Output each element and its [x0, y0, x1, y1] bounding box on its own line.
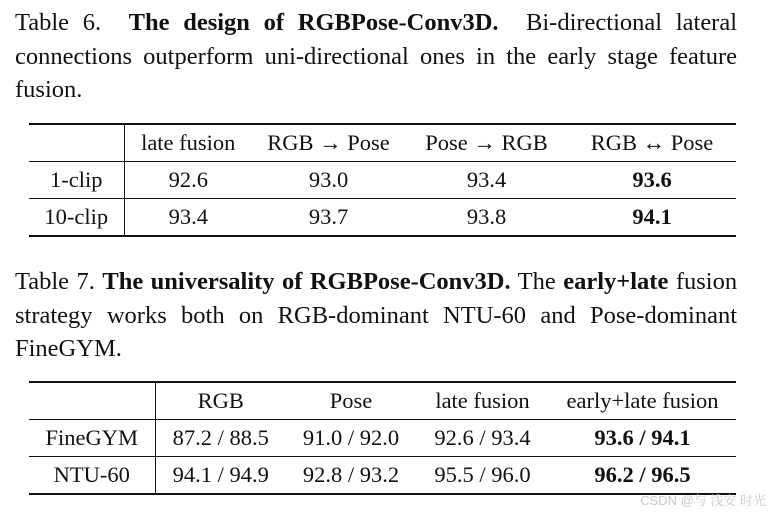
table-row: [29, 457, 736, 495]
table7-col-header: early+late fusion: [549, 382, 736, 420]
table-row: [29, 199, 736, 237]
table7-header-row: [29, 382, 736, 420]
table6-caption-title: The design of RGBPose-Conv3D.: [128, 9, 499, 36]
table6-col-header: RGB → Pose: [252, 124, 405, 162]
table6-caption-label: Table 6.: [15, 9, 102, 36]
table7-caption-label: Table 7.: [15, 268, 95, 295]
table-cell: 94.1 / 94.9: [155, 457, 286, 495]
table7-caption-text-pre: The: [517, 268, 556, 295]
table6-row-label: 10-clip: [29, 199, 124, 237]
table6-row-label: 1-clip: [29, 162, 124, 199]
table-cell: 93.7: [252, 199, 405, 237]
table6-col-header: Pose → RGB: [405, 124, 568, 162]
table-row: [29, 162, 736, 199]
table6-col-header: RGB ↔ Pose: [568, 124, 736, 162]
table-cell: 93.8: [405, 199, 568, 237]
table7-caption-emph: early+late: [563, 268, 669, 295]
table7-corner: [29, 382, 155, 420]
table-cell: 92.8 / 93.2: [286, 457, 416, 495]
table7-col-header: late fusion: [416, 382, 549, 420]
table7-row-label: FineGYM: [29, 420, 155, 457]
table6-header-row: [29, 124, 736, 162]
table-cell-best: 94.1: [568, 199, 736, 237]
table-cell-best: 96.2 / 96.5: [549, 457, 736, 495]
table7-row-label: NTU-60: [29, 457, 155, 495]
table7: [29, 381, 736, 495]
table-cell-best: 93.6: [568, 162, 736, 199]
table6-corner: [29, 124, 124, 162]
table-cell: 91.0 / 92.0: [286, 420, 416, 457]
table7-col-header: Pose: [286, 382, 416, 420]
table-cell: 93.0: [252, 162, 405, 199]
table7-caption-text-post: fusion strategy works both on RGB-dominant NTU-60 and Pose-dominant FineGYM.: [15, 268, 738, 362]
table7-caption-title: The universality of RGBPose-Conv3D.: [102, 268, 511, 295]
table6-caption: [15, 6, 737, 107]
table-cell: 92.6: [124, 162, 252, 199]
table-cell: 93.4: [124, 199, 252, 237]
table-row: [29, 420, 736, 457]
table-cell: 95.5 / 96.0: [416, 457, 549, 495]
table-cell: 87.2 / 88.5: [155, 420, 286, 457]
table7-col-header: RGB: [155, 382, 286, 420]
table-cell: 93.4: [405, 162, 568, 199]
table6-caption-text: Bi-directional lateral connections outperform uni-directional ones in the early stage feature fusion.: [15, 9, 738, 103]
table7-caption: [15, 265, 737, 366]
csdn-watermark: CSDN @与 浅安 时光: [640, 493, 766, 508]
table6-col-header: late fusion: [124, 124, 252, 162]
table6: [29, 123, 736, 237]
table-cell: 92.6 / 93.4: [416, 420, 549, 457]
table-cell-best: 93.6 / 94.1: [549, 420, 736, 457]
